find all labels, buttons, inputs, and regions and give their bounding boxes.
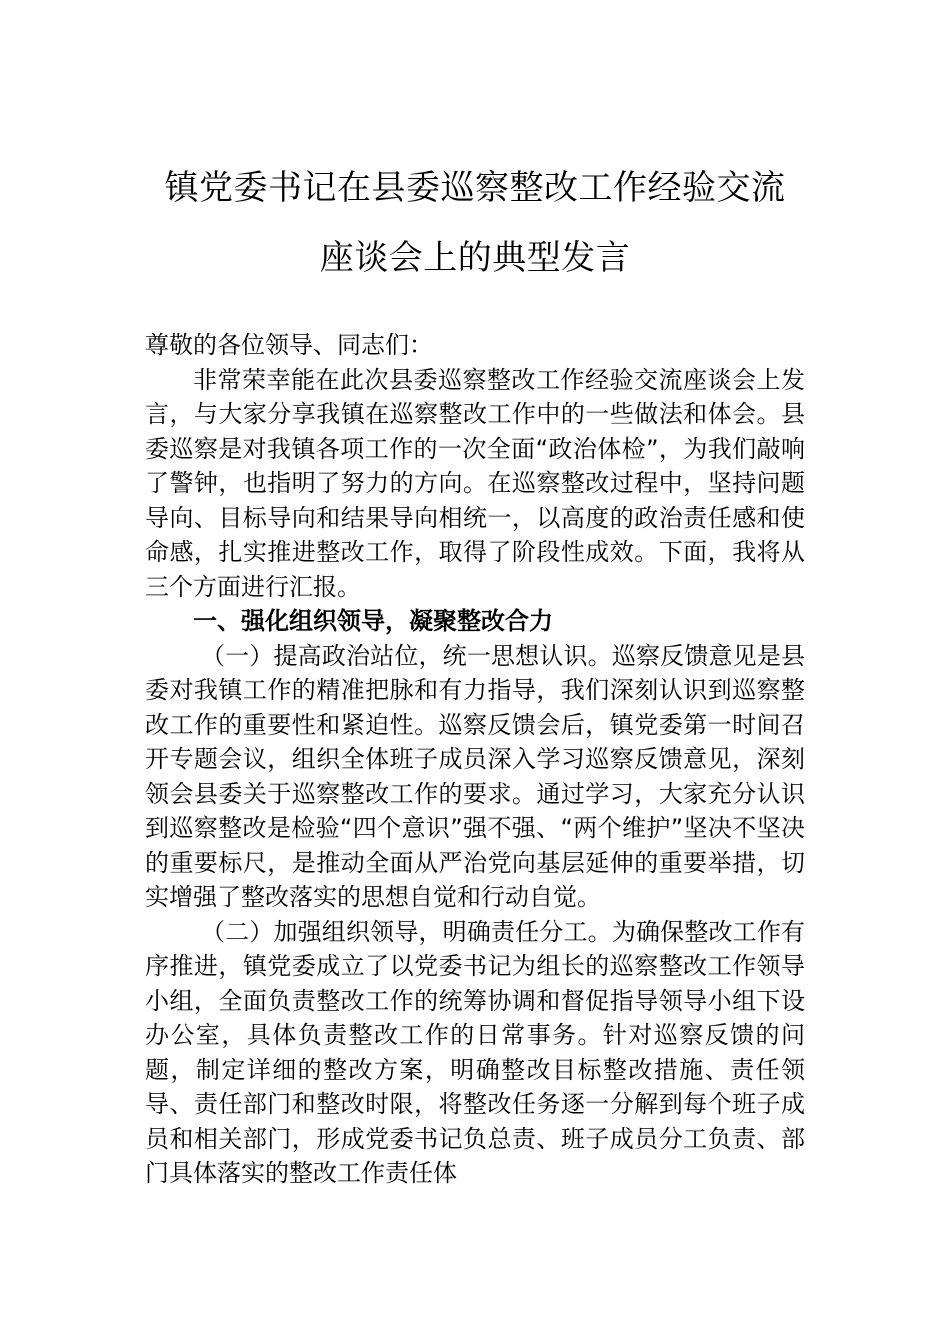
section-heading-1: 一、强化组织领导，凝聚整改合力 [193, 607, 553, 635]
subsection-1-1: （一）提高政治站位，统一思想认识。巡察反馈意见是县委对我镇工作的精准把脉和有力指导，我们深刻认识到巡察整改工作的重要性和紧迫性。巡察反馈会后，镇党委第一时间召开专题会议，组织全体班子成员深入学习巡察反馈意见，深刻领会县委关于巡察整改工作的要求。通过学习，大家充分认识到巡察整改是检验“四个意识”强不强、“两个维护”坚决不坚决的重要标尺，是推动全面从严治党向基层延伸的重要举措，切实增强了整改落实的思想自觉和行动自觉。 [145, 641, 805, 911]
intro-paragraph: 非常荣幸能在此次县委巡察整改工作经验交流座谈会上发言，与大家分享我镇在巡察整改工作中的一些做法和体会。县委巡察是对我镇各项工作的一次全面“政治体检”，为我们敲响了警钟，也指明了努力的方向。在巡察整改过程中，坚持问题导向、目标导向和结果导向相统一，以高度的政治责任感和使命感，扎实推进整改工作，取得了阶段性成效。下面，我将从三个方面进行汇报。 [145, 365, 805, 601]
document-body [145, 328, 805, 1191]
subsection-1-2: （二）加强组织领导，明确责任分工。为确保整改工作有序推进，镇党委成立了以党委书记为组长的巡察整改工作领导小组，全面负责整改工作的统筹协调和督促指导领导小组下设办公室，具体负责整改工作的日常事务。针对巡察反馈的问题，制定详细的整改方案，明确整改目标整改措施、责任领导、责任部门和整改时限，将整改任务逐一分解到每个班子成员和相关部门，形成党委书记负总责、班子成员分工负责、部门具体落实的整改工作责任体 [145, 917, 805, 1187]
document-title-line-1: 镇党委书记在县委巡察整改工作经验交流 [164, 168, 786, 208]
salutation: 尊敬的各位领导、同志们： [145, 331, 433, 359]
document-title-line-2: 座谈会上的典型发言 [319, 238, 631, 278]
